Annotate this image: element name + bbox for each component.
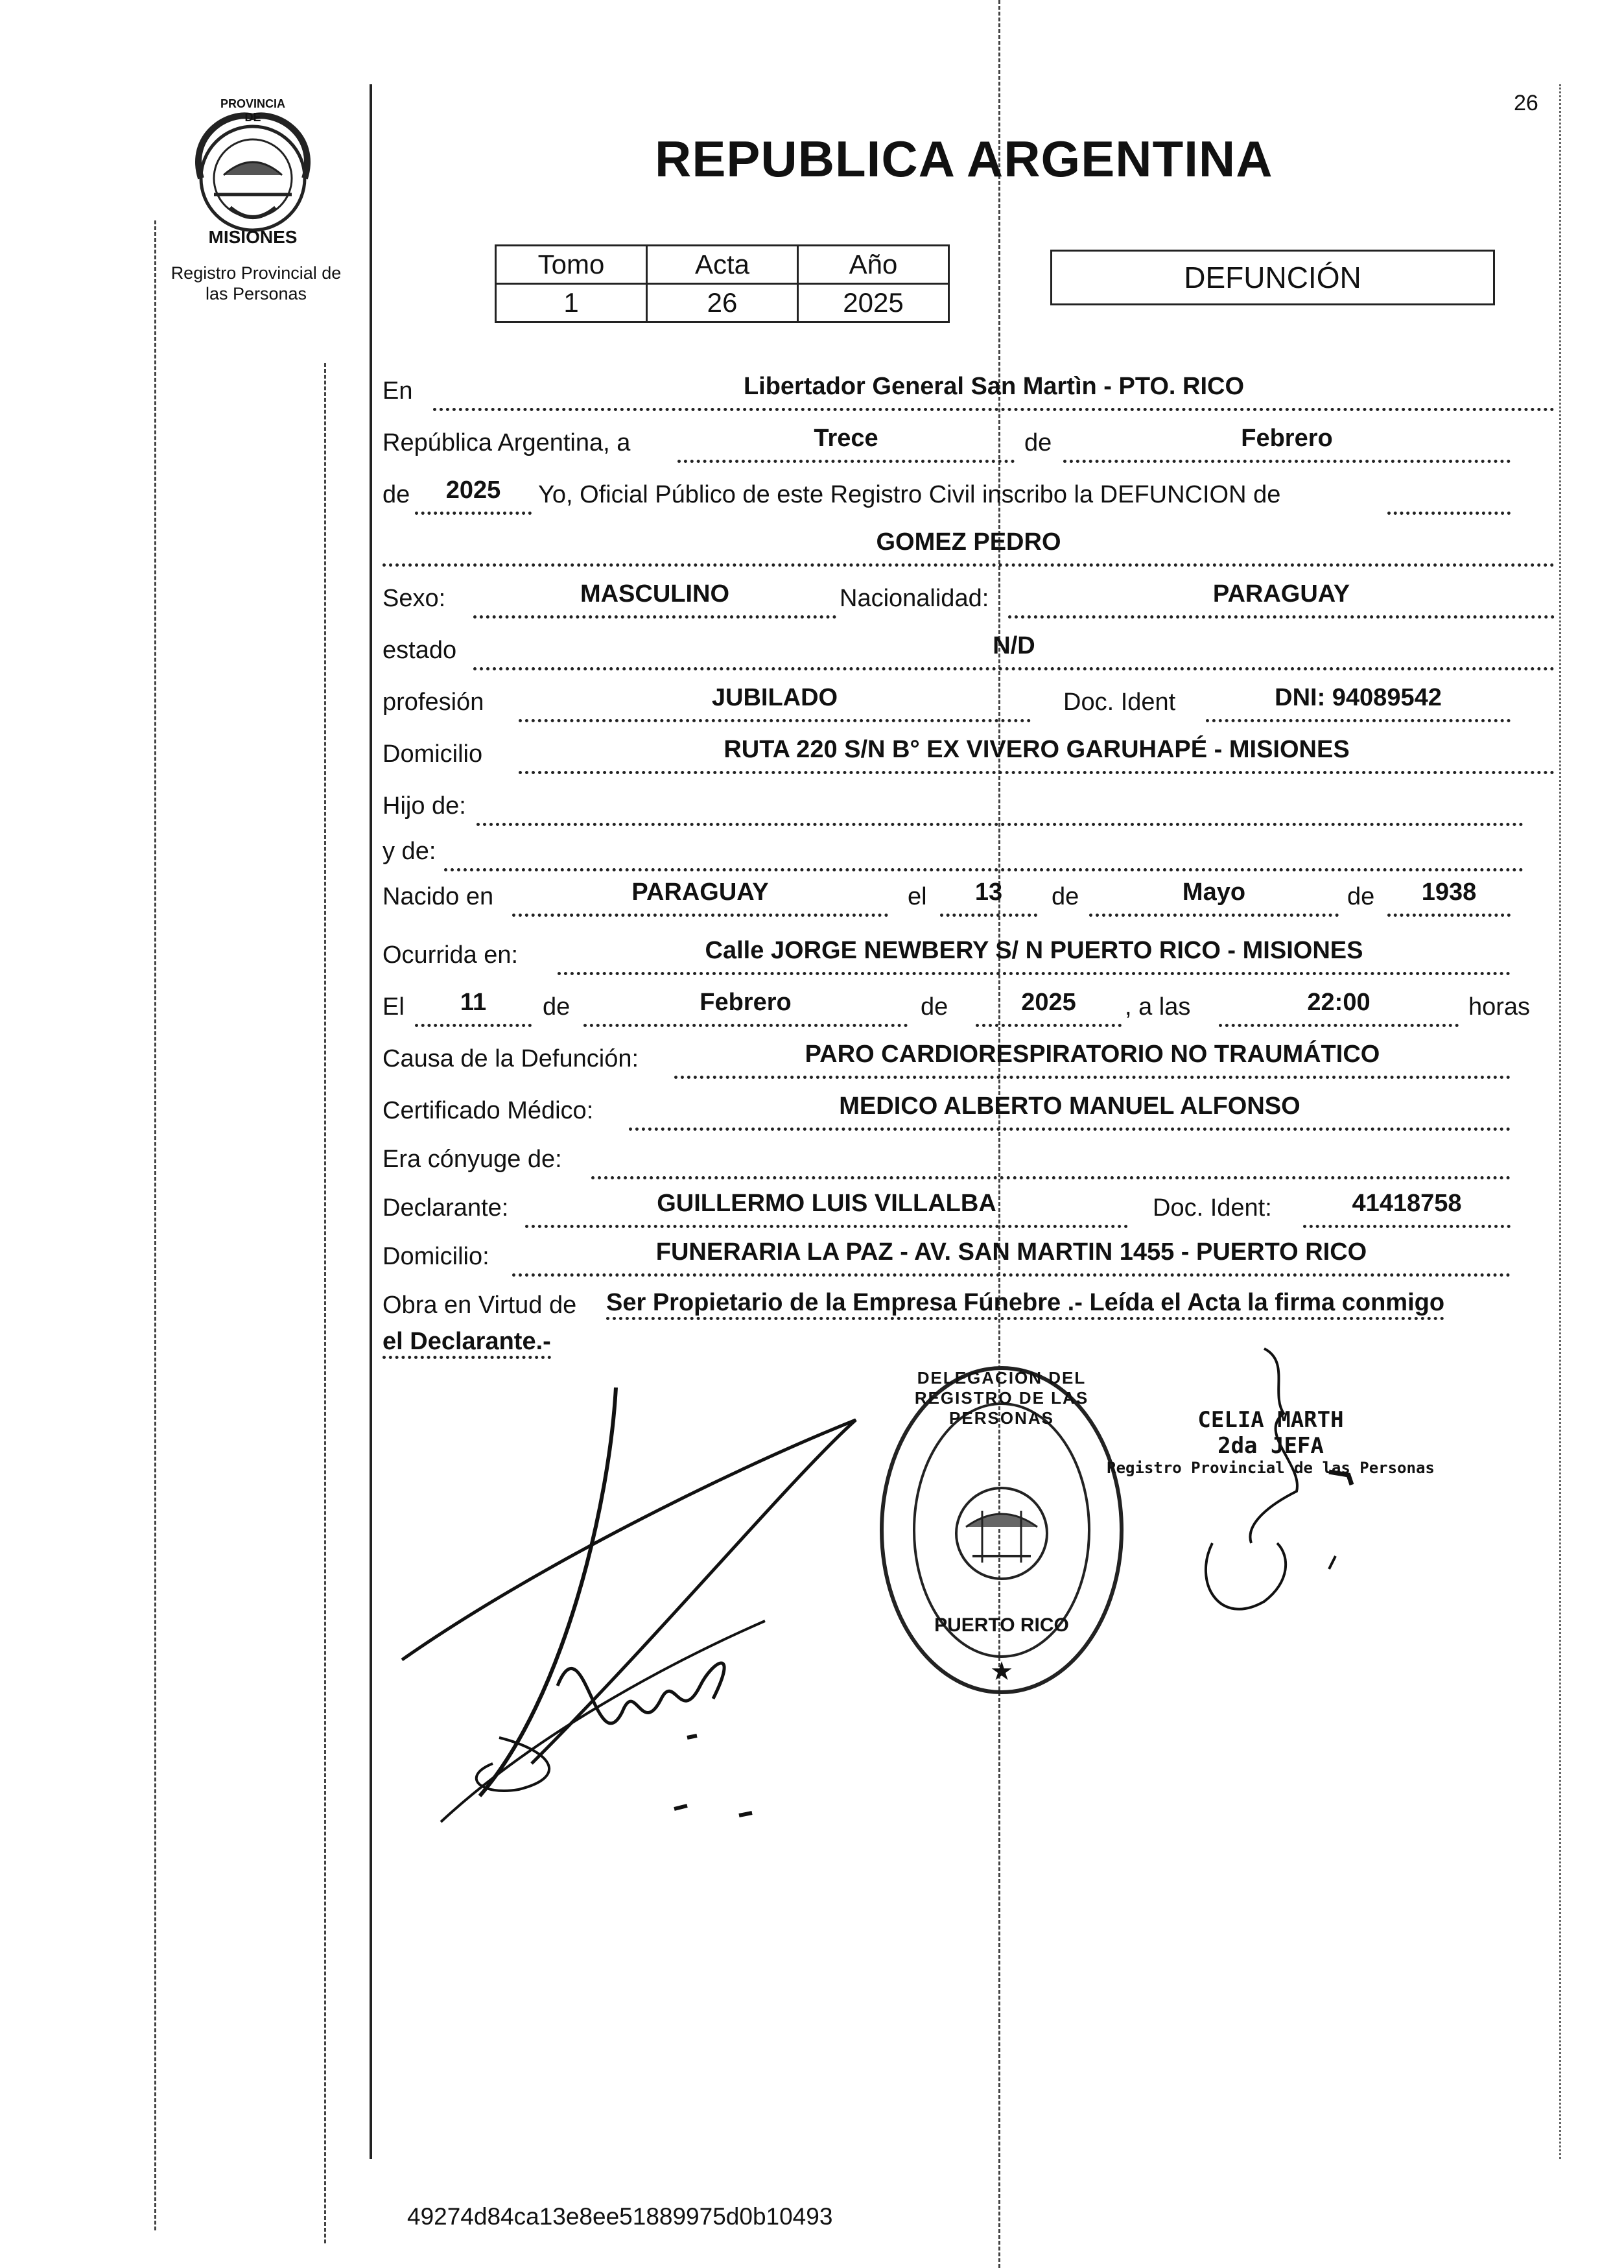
yde-line xyxy=(444,840,1524,871)
el-label: el xyxy=(908,883,927,910)
nac-de2-label: de xyxy=(1347,883,1375,910)
ocurrida-value: Calle JORGE NEWBERY S/ N PUERTO RICO - MISIONES xyxy=(705,937,1363,964)
registry-line-1: Registro Provincial de xyxy=(171,263,342,283)
document-hash: 49274d84ca13e8ee51889975d0b10493 xyxy=(407,2203,833,2230)
officer-office: Registro Provincial de las Personas xyxy=(1107,1459,1435,1477)
left-binding-dashes xyxy=(154,220,156,2230)
officer-role: 2da JEFA xyxy=(1218,1433,1324,1459)
conyuge-line xyxy=(591,1148,1511,1179)
misiones-seal xyxy=(175,97,331,253)
hijo-label: Hijo de: xyxy=(382,792,466,820)
yde-label: y de: xyxy=(382,838,436,865)
conyuge-label: Era cónyuge de: xyxy=(382,1146,562,1173)
domicilio2-label: Domicilio: xyxy=(382,1243,489,1270)
declarant-signature xyxy=(402,1375,856,1828)
acta-header: Acta xyxy=(647,246,798,284)
tomo-header: Tomo xyxy=(496,246,647,284)
ocurrida-label: Ocurrida en: xyxy=(382,941,519,969)
nacionalidad-label: Nacionalidad: xyxy=(840,585,989,612)
anio-value: 2025 xyxy=(445,477,501,504)
causa-value: PARO CARDIORESPIRATORIO NO TRAUMÁTICO xyxy=(805,1041,1380,1068)
registry-line-2: las Personas xyxy=(205,284,307,303)
registry-caption xyxy=(149,263,363,304)
fall-dia-value: 11 xyxy=(460,989,487,1016)
dia-value: Trece xyxy=(814,425,878,452)
left-binding-dashes-inner xyxy=(324,363,326,2243)
el2-label: El xyxy=(382,993,405,1021)
nac-dia-value: 13 xyxy=(974,879,1003,906)
nombre-value: GOMEZ PEDRO xyxy=(876,528,1061,556)
obra-value-2: el Declarante.- xyxy=(382,1328,551,1359)
de2-label: de xyxy=(382,481,410,508)
fold-line xyxy=(998,0,1000,2268)
stamp-star-icon: ★ xyxy=(990,1657,1013,1686)
domicilio-value: RUTA 220 S/N B° EX VIVERO GARUHAPÉ - MISIONES xyxy=(724,736,1350,763)
profesion-label: profesión xyxy=(382,689,484,716)
reference-table xyxy=(495,244,950,323)
yo-line xyxy=(1387,483,1511,515)
left-margin-line xyxy=(370,84,372,2159)
causa-label: Causa de la Defunción: xyxy=(382,1045,639,1072)
domicilio2-value: FUNERARIA LA PAZ - AV. SAN MARTIN 1455 - PUERTO RICO xyxy=(655,1238,1367,1266)
horas-label: horas xyxy=(1468,993,1531,1021)
stamp-inner-text: PUERTO RICO xyxy=(934,1614,1069,1636)
fall-mes-value: Febrero xyxy=(700,989,792,1016)
nacido-label: Nacido en xyxy=(382,883,494,910)
en-label: En xyxy=(382,377,413,405)
seal-top-text: PROVINCIA DE xyxy=(220,97,286,124)
nac-anio-value: 1938 xyxy=(1421,879,1477,906)
nac-mes-value: Mayo xyxy=(1182,879,1246,906)
certificado-value: MEDICO ALBERTO MANUEL ALFONSO xyxy=(839,1093,1300,1120)
obra-value: Ser Propietario de la Empresa Fúnebre .- Leída el Acta la firma conmigo xyxy=(606,1289,1444,1320)
nacionalidad-value: PARAGUAY xyxy=(1212,580,1350,608)
anio-header: Año xyxy=(798,246,949,284)
doc2-label: Doc. Ident: xyxy=(1153,1194,1272,1222)
certificado-label: Certificado Médico: xyxy=(382,1097,594,1124)
acta-value: 26 xyxy=(647,284,798,322)
estado-label: estado xyxy=(382,637,457,664)
official-stamp xyxy=(875,1362,1128,1699)
doc-label: Doc. Ident xyxy=(1063,689,1176,716)
seal-bottom-text: MISIONES xyxy=(208,227,298,247)
fall-de-label: de xyxy=(543,993,571,1021)
page-number: 26 xyxy=(1514,91,1538,115)
tomo-value: 1 xyxy=(496,284,647,322)
profesion-value: JUBILADO xyxy=(711,684,838,711)
stamp-ring-text: DELEGACIÓN DEL REGISTRO DE LAS PERSONAS xyxy=(914,1368,1089,1428)
officer-name: CELIA MARTH xyxy=(1197,1407,1344,1433)
declarante-value: GUILLERMO LUIS VILLALBA xyxy=(657,1190,996,1217)
hora-value: 22:00 xyxy=(1307,989,1371,1016)
republica-label: República Argentina, a xyxy=(382,429,631,456)
doc2-value: 41418758 xyxy=(1352,1190,1462,1217)
fall-de2-label: de xyxy=(921,993,948,1021)
fall-anio-value: 2025 xyxy=(1021,989,1076,1016)
mes-value: Febrero xyxy=(1241,425,1333,452)
nac-de-label: de xyxy=(1052,883,1079,910)
sexo-label: Sexo: xyxy=(382,585,446,612)
declarante-label: Declarante: xyxy=(382,1194,509,1222)
sexo-value: MASCULINO xyxy=(580,580,730,608)
hijo-line xyxy=(477,794,1524,826)
yo-text: Yo, Oficial Público de este Registro Civil inscribo la DEFUNCION de xyxy=(538,481,1281,508)
en-value: Libertador General San Martìn - PTO. RICO xyxy=(743,373,1245,400)
domicilio-label: Domicilio xyxy=(382,740,483,768)
anio-value: 2025 xyxy=(798,284,949,322)
doc-value: DNI: 94089542 xyxy=(1275,684,1442,711)
nacido-value: PARAGUAY xyxy=(631,879,769,906)
de-label: de xyxy=(1024,429,1052,456)
estado-value: N/D xyxy=(993,632,1035,659)
act-type-box: DEFUNCIÓN xyxy=(1050,250,1495,305)
page-title: REPUBLICA ARGENTINA xyxy=(655,130,1273,187)
right-margin-line xyxy=(1559,84,1561,2159)
alas-label: , a las xyxy=(1125,993,1191,1021)
obra-label: Obra en Virtud de xyxy=(382,1292,577,1319)
officer-signature xyxy=(1193,1336,1361,1621)
